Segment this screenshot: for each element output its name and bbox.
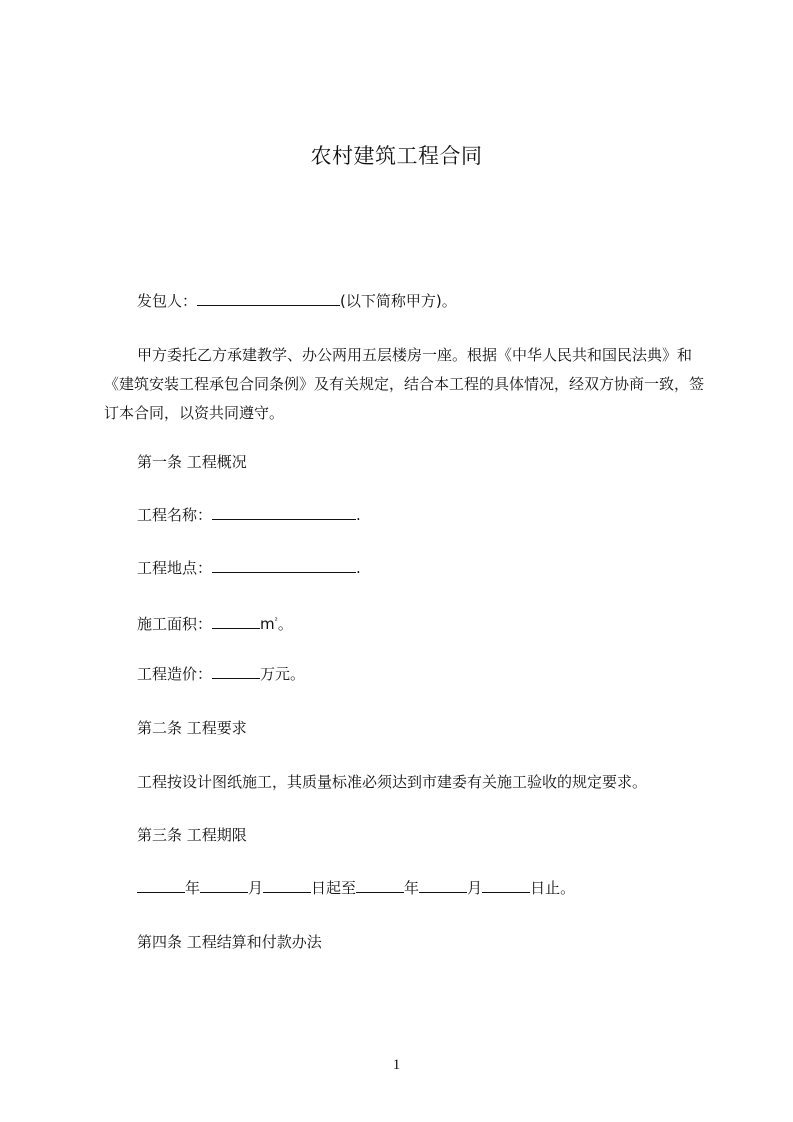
article-3-heading: 第三条 工程期限 xyxy=(137,826,247,844)
contractor-suffix: (以下简称甲方)。 xyxy=(340,292,457,310)
period-year-label: 年 xyxy=(185,879,201,897)
contractor-blank[interactable] xyxy=(197,290,340,306)
start-day-blank[interactable] xyxy=(263,877,311,893)
construction-period-line xyxy=(137,877,575,899)
project-location-line xyxy=(137,557,361,579)
period-year2-label: 年 xyxy=(404,879,420,897)
preamble-text: 甲方委托乙方承建教学、办公两用五层楼房一座。根据《中华人民共和国民法典》和《建筑安装工程承包合同条例》及有关规定，结合本工程的具体情况，经双方协商一致，签订本合同，以资共同遵守。 xyxy=(104,346,705,422)
project-cost-line xyxy=(137,663,305,685)
period-month-label: 月 xyxy=(248,879,264,897)
area-unit: m xyxy=(260,615,275,633)
start-year-blank[interactable] xyxy=(137,877,185,893)
period-to-label: 日止。 xyxy=(530,879,576,897)
construction-area-blank[interactable] xyxy=(212,613,260,629)
document-title: 农村建筑工程合同 xyxy=(310,144,483,168)
project-name-label: 工程名称： xyxy=(137,506,213,524)
page-number: 1 xyxy=(392,1057,401,1073)
construction-area-label: 施工面积： xyxy=(137,615,213,633)
area-end: 。 xyxy=(277,615,293,633)
article-4-heading: 第四条 工程结算和付款办法 xyxy=(137,933,322,951)
contractor-label: 发包人： xyxy=(137,292,198,310)
article-1-heading: 第一条 工程概况 xyxy=(137,453,247,471)
area-unit-superscript: ² xyxy=(274,616,278,625)
project-cost-unit: 万元。 xyxy=(260,665,306,683)
requirement-line: 工程按设计图纸施工，其质量标准必须达到市建委有关施工验收的规定要求。 xyxy=(137,773,648,791)
end-month-blank[interactable] xyxy=(419,877,467,893)
article-2-heading: 第二条 工程要求 xyxy=(137,719,247,737)
project-cost-blank[interactable] xyxy=(212,663,260,679)
project-location-end: . xyxy=(356,559,361,577)
period-month2-label: 月 xyxy=(467,879,483,897)
period-from-label: 日起至 xyxy=(311,879,357,897)
project-name-end: . xyxy=(356,506,361,524)
preamble-paragraph xyxy=(104,341,704,428)
end-day-blank[interactable] xyxy=(482,877,530,893)
project-location-label: 工程地点： xyxy=(137,559,213,577)
project-name-blank[interactable] xyxy=(212,504,356,520)
project-cost-label: 工程造价： xyxy=(137,665,213,683)
end-year-blank[interactable] xyxy=(356,877,404,893)
start-month-blank[interactable] xyxy=(200,877,248,893)
contractor-line xyxy=(137,290,457,312)
project-name-line xyxy=(137,504,361,526)
project-location-blank[interactable] xyxy=(212,557,356,573)
construction-area-line xyxy=(137,610,293,635)
